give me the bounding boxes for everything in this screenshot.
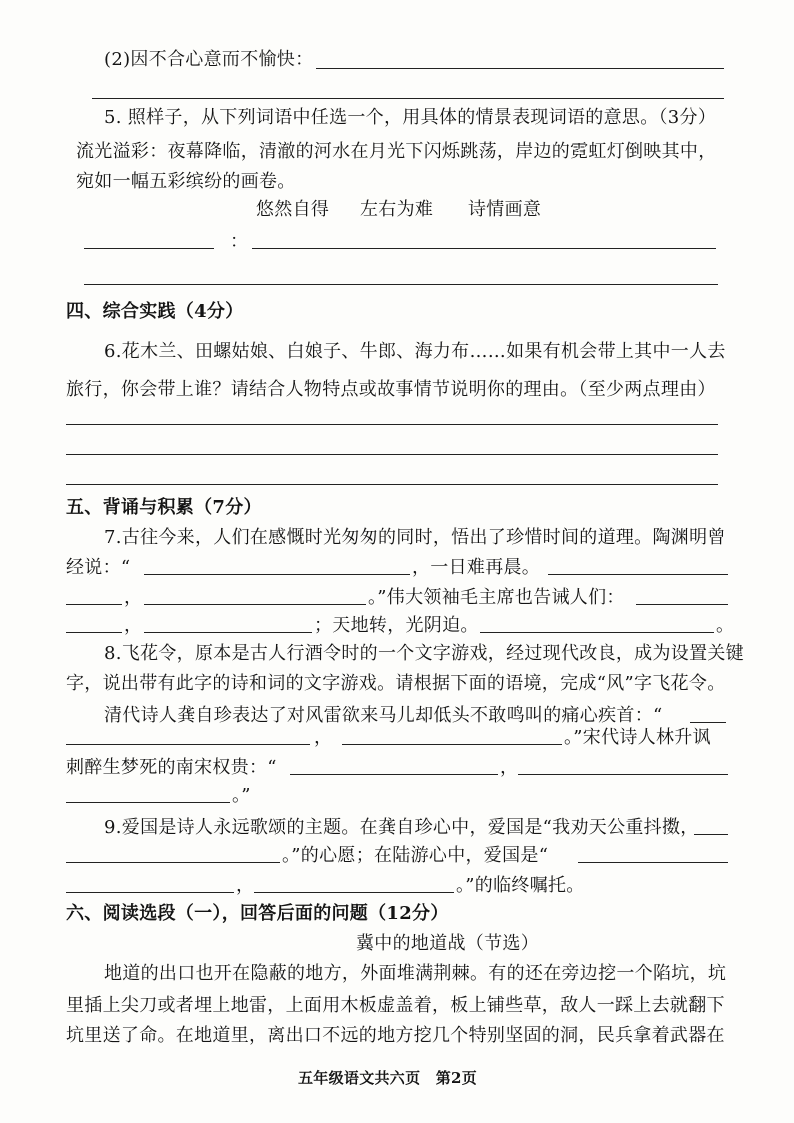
q6-answer-line[interactable] [66, 484, 718, 485]
q8-blank-1[interactable] [690, 722, 726, 723]
q8-line5: 刺醉生梦死的南宋权贵：“ [66, 757, 277, 778]
passage-title: 冀中的地道战（节选） [356, 933, 539, 954]
q7-blank-1[interactable] [144, 574, 410, 575]
q8-line6-end: 。” [232, 785, 251, 806]
page-footer: 五年级语文共六页 第2页 [298, 1069, 478, 1087]
answer-blank[interactable] [316, 68, 724, 69]
q7-line2-start: 经说：“ [66, 557, 131, 578]
q7-line1: 7.古往今来，人们在感慨时光匆匆的同时，悟出了珍惜时间的道理。陶渊明曾 [104, 527, 726, 548]
q7-line3-comma: ， [124, 587, 143, 608]
q7-blank-6[interactable] [66, 632, 122, 633]
q9-blank-3[interactable] [578, 862, 728, 863]
q7-blank-8[interactable] [480, 632, 714, 633]
q8-blank-3[interactable] [342, 744, 562, 745]
q7-blank-7[interactable] [144, 632, 312, 633]
passage-line2: 里插上尖刀或者埋上地雷，上面用木板虚盖着，板上铺些草，敌人一踩上去就翻下 [66, 995, 725, 1016]
q5-answer-blank[interactable] [252, 248, 716, 249]
q8-blank-6[interactable] [66, 802, 230, 803]
q5-answer-blank[interactable] [84, 284, 718, 285]
q8-line2: 字，说出带有此字的诗和词的文字游戏。请根据下面的语境，完成“风”字飞花令。 [66, 673, 726, 694]
answer-blank[interactable] [92, 98, 724, 99]
q8-blank-4[interactable] [290, 774, 498, 775]
q8-line3: 清代诗人龚自珍表达了对风雷欲来马儿却低头不敢鸣叫的痛心疾首：“ [104, 705, 663, 726]
q5-colon: ： [230, 231, 249, 252]
q9-blank-2[interactable] [66, 862, 280, 863]
q8-line5-comma: ， [500, 757, 519, 778]
section4-heading: 四、综合实践（4分） [66, 301, 244, 322]
q7-line4-comma: ， [124, 615, 143, 636]
q9-line1: 9.爱国是诗人永远歌颂的主题。在龚自珍心中，爱国是“我劝天公重抖擞， [104, 817, 699, 838]
q9-line2: 。”的心愿；在陆游心中，爱国是“ [282, 845, 549, 866]
q7-line3-end: 。”伟大领袖毛主席也告诫人们： [368, 587, 625, 608]
q7-blank-4[interactable] [144, 604, 366, 605]
q7-blank-2[interactable] [548, 574, 728, 575]
q7-line4-end: 。 [716, 615, 735, 636]
section5-heading: 五、背诵与积累（7分） [66, 497, 262, 518]
q9-blank-4[interactable] [66, 892, 234, 893]
q5-example-line2: 宛如一幅五彩缤纷的画卷。 [76, 171, 296, 192]
q6-line2: 旅行，你会带上谁？请结合人物特点或故事情节说明你的理由。（至少两点理由） [66, 379, 716, 400]
q8-line4-comma: ， [314, 727, 333, 748]
section6-heading: 六、阅读选段（一），回答后面的问题（12分） [66, 903, 449, 924]
q9-blank-5[interactable] [254, 892, 454, 893]
q7-line4-mid: ；天地转，光阴迫。 [314, 615, 479, 636]
q8-blank-5[interactable] [518, 774, 728, 775]
q5-word-blank[interactable] [84, 248, 214, 249]
passage-line1: 地道的出口也开在隐蔽的地方，外面堆满荆棘。有的还在旁边挖一个陷坑，坑 [104, 963, 727, 984]
q5-word-1: 悠然自得 [256, 199, 330, 220]
q7-blank-3[interactable] [66, 604, 122, 605]
q9-line3-end: 。”的临终嘱托。 [456, 875, 585, 896]
q8-line4-end: 。”宋代诗人林升讽 [564, 727, 711, 748]
passage-line3: 坑里送了命。在地道里，离出口不远的地方挖几个特别坚固的洞，民兵拿着武器在 [66, 1025, 725, 1046]
q5-prompt: 5. 照样子，从下列词语中任选一个，用具体的情景表现词语的意思。（3分） [104, 107, 717, 128]
q6-answer-line[interactable] [66, 454, 718, 455]
q4-item2-label: (2)因不合心意而不愉快： [104, 49, 314, 70]
q7-line2-end: ，一日难再晨。 [412, 557, 541, 578]
q6-line1: 6.花木兰、田螺姑娘、白娘子、牛郎、海力布……如果有机会带上其中一人去 [104, 341, 726, 362]
q9-blank-1[interactable] [694, 834, 728, 835]
q6-answer-line[interactable] [66, 424, 718, 425]
q5-example-line1: 流光溢彩：夜幕降临，清澈的河水在月光下闪烁跳荡，岸边的霓虹灯倒映其中， [76, 141, 717, 162]
q8-blank-2[interactable] [66, 744, 310, 745]
q7-blank-5[interactable] [636, 604, 728, 605]
q5-word-3: 诗情画意 [468, 199, 542, 220]
q5-word-2: 左右为难 [360, 199, 434, 220]
q9-line3-comma: ， [236, 875, 255, 896]
q8-line1: 8.飞花令，原本是古人行酒令时的一个文字游戏，经过现代改良，成为设置关键 [104, 643, 744, 664]
